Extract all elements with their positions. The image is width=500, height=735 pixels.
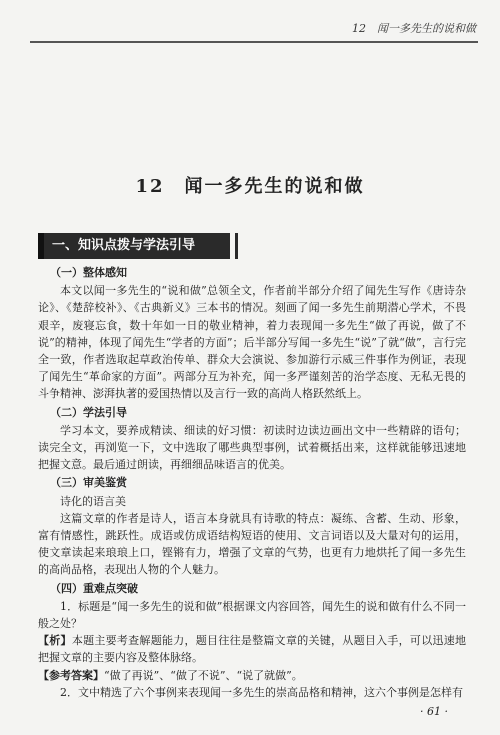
section-banner: 一、知识点拨与学法引导	[38, 233, 230, 259]
subsection-heading-method: （二）学法引导	[50, 405, 127, 419]
page-number: · 61 ·	[420, 705, 448, 718]
chapter-title: 12 闻一多先生的说和做	[135, 176, 365, 197]
analysis-text: 本题主要考查解题能力，题目往往是整篇文章的关键，从题目入手，可以迅速地把握文章的主要内容及整体脉络。	[38, 634, 466, 665]
subsection-heading-appreciation: （三）审美鉴赏	[50, 476, 127, 490]
analysis-block	[38, 632, 466, 666]
question-1: 1．标题是“闻一多先生的说和做”根据课文内容回答，闻先生的说和做有什么不同一般之处？	[38, 599, 466, 631]
header-rule	[30, 41, 478, 43]
overview-paragraph: 本文以闻一多先生的“说和做”总领全文，作者前半部分介绍了闻先生写作《唐诗杂论》、《楚辞校补》、《古典新义》三本书的情况。刻画了闻一多先生前期潜心学术，不畏艰辛，废寝忘食，数十年如一日的敬业精神，着力表现闻一多先生“做了再说，做了不说”的精神，体现了闻先生“学者的方面”；后半部分写闻一多先生“说”了就“做”，言行完全一致，作者选取起草政治传单、群众大会演说、参加游行示威三件事作为例证，表现了闻先生“革命家的方面”。两部分互为补充，闻一多严谨刻苦的治学态度、无私无畏的斗争精神、澎湃执著的爱国热情以及言行一致的高尚人格跃然纸上。	[38, 284, 466, 401]
running-header	[0, 0, 500, 44]
subsection-heading-keypoints: （四）重难点突破	[50, 581, 138, 595]
running-header-title: 12 闻一多先生的说和做	[352, 22, 476, 35]
answer-tag: 【参考答案】	[38, 668, 104, 682]
subsection-heading-overview: （一）整体感知	[50, 266, 127, 279]
answer-text: “做了再说”、“做了不说”、“说了就做”。	[104, 668, 303, 682]
appreciation-paragraph: 这篇文章的作者是诗人，语言本身就具有诗歌的特点：凝练、含蓄、生动、形象，富有情感性，跳跃性。成语或仿成语结构短语的使用、文言词语以及大量对句的运用，使文章读起来琅琅上口，铿锵有力，增强了文章的气势，也更有力地烘托了闻一多先生的高尚品格，表现出人物的个人魅力。	[38, 511, 466, 577]
appreciation-subtitle: 诗化的语言美	[60, 494, 126, 508]
method-paragraph: 学习本文，要养成精读、细读的好习惯：初读时边读边画出文中一些精辟的语句；读完全文，再浏览一下，文中选取了哪些典型事例，试着概括出来，这样就能够迅速地把握文意。最后通过朗读，再细细品味语言的优美。	[38, 423, 466, 472]
question-2: 2．文中精选了六个事例来表现闻一多先生的崇高品格和精神，这六个事例是怎样有	[60, 685, 463, 699]
analysis-tag: 【析】	[38, 634, 72, 648]
answer-block	[38, 667, 466, 684]
page-body	[38, 263, 466, 701]
